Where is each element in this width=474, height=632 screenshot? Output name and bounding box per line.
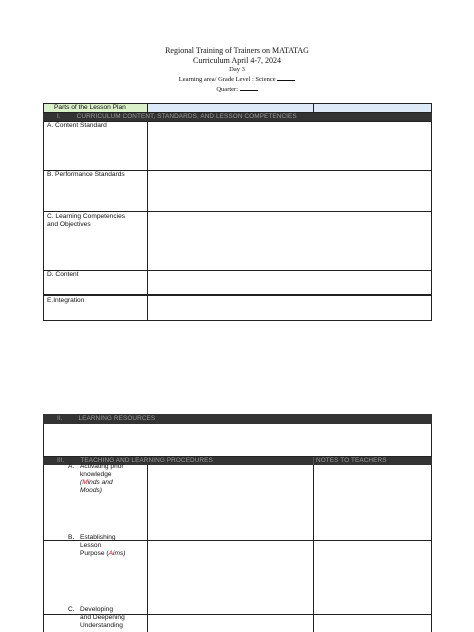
item-a-rest: inds and	[87, 479, 113, 486]
item-b-line1: Establishing	[80, 534, 116, 541]
item-a-paren: (	[80, 479, 83, 486]
item-b-pre: Purpose (	[80, 550, 109, 557]
doc-subtitle: Curriculum April 4-7, 2024	[193, 56, 281, 65]
performance-standards-cell[interactable]	[148, 171, 431, 211]
notes-bar-divider	[313, 457, 314, 465]
parts-of-lesson-plan-header: Parts of the Lesson Plan	[43, 103, 148, 113]
item-a-marker: A.	[68, 463, 75, 470]
content-cell[interactable]	[148, 271, 431, 294]
header-cell-right	[313, 103, 432, 113]
establishing-lesson-purpose-cell[interactable]	[148, 541, 313, 614]
learning-area-label: Learning area/ Grade Level : Science	[178, 76, 276, 83]
section-ii-title: LEARNING RESOURCES	[78, 415, 156, 422]
item-b-post: ims)	[113, 550, 126, 557]
section-iii-title: TEACHING AND LEARNING PROCEDURES	[80, 457, 213, 464]
learning-area-line	[0, 74, 474, 83]
item-b-red-letter: A	[108, 550, 113, 557]
notes-a-cell[interactable]	[314, 465, 431, 540]
item-b-line2: Lesson	[80, 542, 102, 549]
notes-to-teachers-bar	[313, 457, 432, 465]
quarter-label: Quarter:	[216, 86, 239, 93]
item-a-line1: Activating prior	[80, 463, 124, 470]
notes-to-teachers-title: NOTES TO TEACHERS	[316, 457, 387, 464]
section-ii-bar	[43, 414, 432, 424]
learning-resources-cell[interactable]	[43, 424, 432, 457]
doc-title: Regional Training of Trainers on MATATAG	[165, 46, 309, 55]
item-c-marker: C.	[68, 606, 75, 613]
item-c-line2: and Deepening	[80, 614, 125, 621]
row-label-integration: E.Integration	[47, 297, 85, 304]
notes-c-cell[interactable]	[314, 615, 431, 632]
item-b-marker: B.	[68, 534, 75, 541]
notes-b-cell[interactable]	[314, 541, 431, 614]
header-cell-middle	[147, 103, 314, 113]
section-iii-number: III.	[57, 457, 65, 464]
quarter-line	[0, 84, 474, 93]
item-b-line3	[80, 550, 125, 558]
row-label-content: D. Content	[47, 271, 79, 278]
item-a-line3	[80, 479, 113, 487]
learning-area-blank[interactable]	[277, 74, 295, 81]
item-a-line4-text: Moods)	[80, 487, 102, 494]
item-c-line3: Understanding	[80, 622, 123, 629]
section-i-bar	[43, 113, 432, 121]
developing-understanding-cell[interactable]	[148, 615, 313, 632]
row-label-performance-standards: B. Performance Standards	[47, 171, 125, 178]
activating-prior-knowledge-cell[interactable]	[148, 465, 313, 540]
section-i-title: CURRICULUM CONTENT, STANDARDS, AND LESSON COMPETENCIES	[76, 113, 297, 120]
section-ii-number: II.	[57, 415, 63, 422]
integration-cell[interactable]	[148, 296, 431, 320]
row-label-content-standard: A. Content Standard	[47, 122, 107, 129]
row-label-learning-competencies-2: and Objectives	[47, 221, 91, 228]
content-standard-cell[interactable]	[148, 122, 431, 170]
item-c-line1: Developing	[80, 606, 113, 613]
item-a-line2: knowledge	[80, 471, 112, 478]
item-a-red-letter: M	[82, 479, 88, 486]
learning-competencies-cell[interactable]	[148, 212, 431, 270]
row-label-learning-competencies: C. Learning Competencies	[47, 213, 126, 220]
section-i-number: I.	[57, 113, 61, 120]
doc-day: Day 3	[229, 66, 245, 73]
quarter-blank[interactable]	[240, 84, 258, 91]
item-a-line4	[80, 487, 102, 495]
